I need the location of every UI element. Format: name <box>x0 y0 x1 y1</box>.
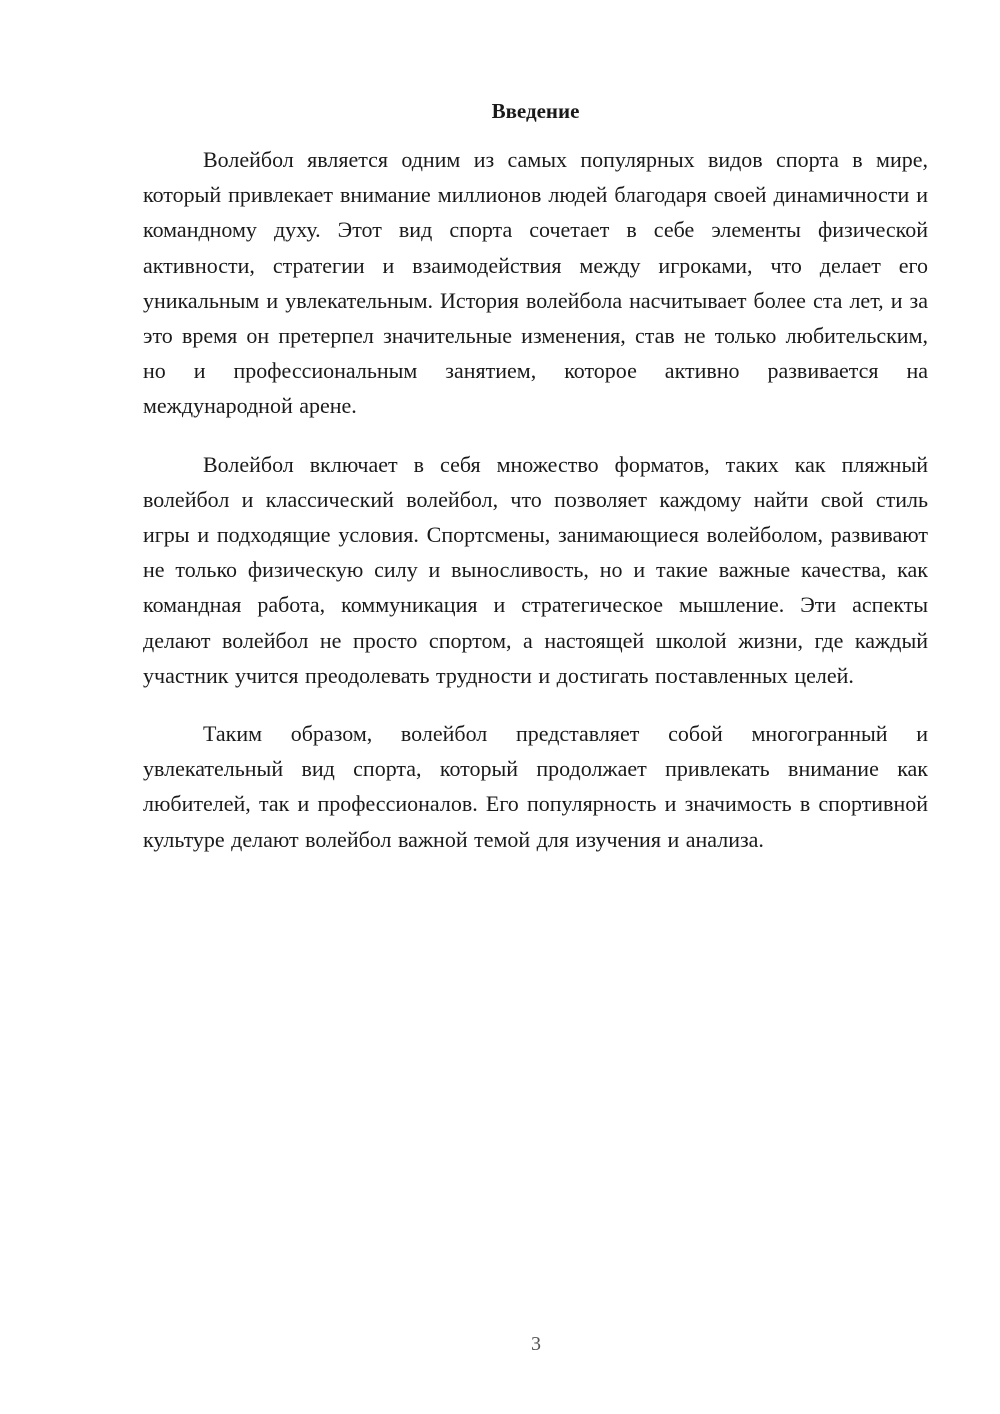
page-title: Введение <box>491 99 580 123</box>
paragraph-3: Таким образом, волейбол представляет собой многогранный и увлекательный вид спорта, который продолжает привлекать внимание как любителей, так и профессионалов. Его популярность и значимость в спортивной культуре делают волейбол важной темой для изучения и анализа. <box>143 721 928 852</box>
paragraph-2: Волейбол включает в себя множество форматов, таких как пляжный волейбол и классический волейбол, что позволяет каждому найти свой стиль игры и подходящие условия. Спортсмены, занимающиеся волейболом, развивают не только физическую силу и выносливость, но и такие важные качества, как командная работа, коммуникация и стратегическое мышление. Эти аспекты делают волейбол не просто спортом, а настоящей школой жизни, где каждый участник учится преодолевать трудности и достигать поставленных целей. <box>143 451 928 688</box>
document-body <box>143 142 928 880</box>
paragraph-1: Волейбол является одним из самых популярных видов спорта в мире, который привлекает внимание миллионов людей благодаря своей динамичности и командному духу. Этот вид спорта сочетает в себе элементы физической активности, стратегии и взаимодействия между игроками, что делает его уникальным и увлекательным. История волейбола насчитывает более ста лет, и за это время он претерпел значительные изменения, став не только любительским, но и профессиональным занятием, которое активно развивается на международной арене. <box>143 147 928 419</box>
page-number: 3 <box>531 1333 541 1355</box>
